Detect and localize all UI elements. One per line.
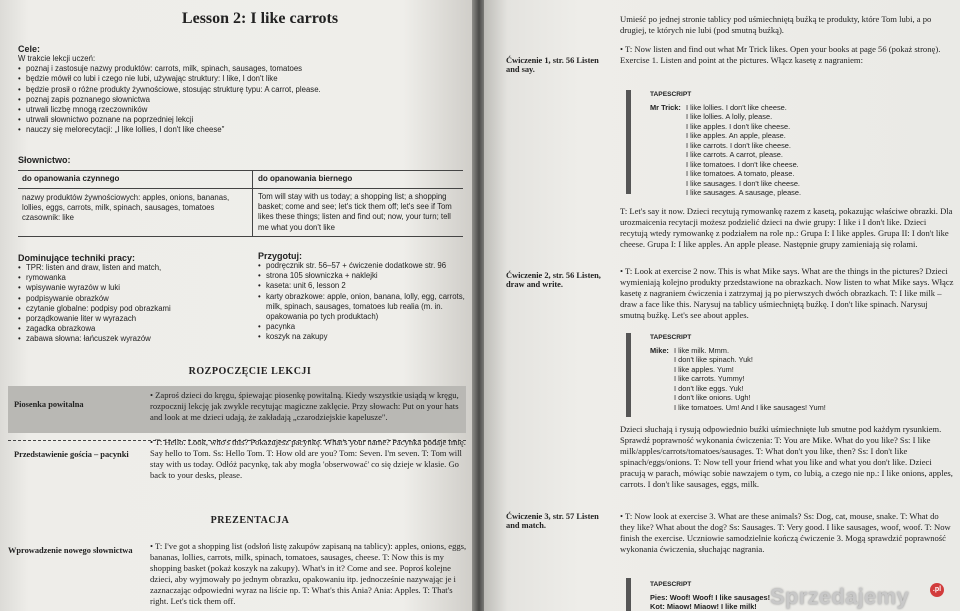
technique-item: • rymowanka [18,273,243,283]
tapescript1 [650,90,950,198]
goal-item: • nauczy się melorecytacji: „I like lollies, I don't like cheese" [18,125,348,135]
tapescript2 [650,333,950,412]
tapescript-line: I like carrots. I don't like cheese. [686,140,791,150]
song-row-text: • Zaproś dzieci do kręgu, śpiewając piosenkę powitalną. Kiedy wszystkie usiądą w kręgu, rozpocznij lekcję jak zwykle recytując magiczne zaklęcie. Przy słowach: Put on your hats and look at me dzieci udają, że zakładają „czarodziejskie kapelusze". [150,390,459,422]
song-row-label: Piosenka powitalna [14,400,84,409]
tapescript1-lines [650,103,950,198]
tapescript3-heading: TAPESCRIPT [650,581,692,588]
techniques-block [18,253,243,345]
watermark-tld-badge: .pl [930,583,944,597]
vocab-col-passive: do opanowania biernego [258,174,353,183]
tapescript-line: I like sausages. I don't like cheese. [686,178,800,188]
goals-heading: Cele: [18,44,41,54]
board-intro-text: Umieść po jednej stronie tablicy pod uśmiechniętą buźką te produkty, które Tom lubi, a po drugiej, te których nie lubi (pod smutną buźką). [620,14,932,35]
goal-item: • utrwali liczbę mnogą rzeczowników [18,105,348,115]
prepare-item: • pacynka [258,322,466,332]
prepare-item: • karty obrazkowe: apple, onion, banana, lolly, egg, carrots, milk, spinach, sausages, tomatoes lub realia (m. in. opakowania po tych produktach) [258,292,466,323]
tapescript-line: I like lollies. A lolly, please. [686,112,773,121]
tapescript-line: I like milk. Mmm. [674,345,730,355]
vocab-active-text: nazwy produktów żywnościowych: apples, onions, bananas, lollies, eggs, carrots, milk, spinach, sausages, tomatoes czasownik: like [22,193,230,223]
technique-item: • porządkowanie liter w wyrazach [18,314,243,324]
vocab-col-active: do opanowania czynnego [22,174,120,183]
ex2-text: • T: Look at exercise 2 now. This is what Mike says. What are the things in the pictures? Dzieci wymieniają kolejno produkty przedstawione na obrazkach. Now listen to what Mike says. Włącz kasetę z nagraniem ćwiczenia i zatrzymaj ją po pierwszych dwóch obrazkach. T: I like milk – draw a face like this. Narysuj na tablicy uśmiechniętą buźkę. I don't like spinach. Narysuj smutną buźkę. Let's see about apples. [620,266,954,320]
goals-list [18,64,348,135]
tapescript1-heading: TAPESCRIPT [650,91,692,98]
goal-item: • poznaj zapis poznanego słownictwa [18,95,348,105]
vocab-intro-row-text: • T: I've got a shopping list (odsłoń listę zakupów zapisaną na tablicy): apples, onions, eggs, bananas, lollies, carrots, milk, spinach, tomatoes, sausages, cheese. T: Now this is my shopping basket (pokaż koszyk na zakupy). What's in it? Come and see. Poproś kolejne dzieci, aby wyjmowały po jednym obrazku, opakowaniu itp. jednocześnie nazywając je i zaznaczając odpowiedni wyraz na liście np. T: What's this Ania? Ania: Apples. T: That's right. Let's tick them off. [150,541,467,606]
after-ex2-text: Dzieci słuchają i rysują odpowiednio buźki uśmiechnięte lub smutne pod każdym rysunkiem. Sprawdź poprawność wykonania ćwiczenia: T: You are Mike. What do you like? Ss: I like milk/apples/carrots/tomatoes/sausages. T: What don't you like, then? Ss: I don't like spinach/eggs/onions. T: Now tell your friend what you like and what you don't like. Dzieci pracują w parach, mówiąc sobie nawzajem o tym, co lubią, a czego nie np.: I like onions, apples, carrots. I don't like sausages, eggs, milk. [620,424,953,489]
prepare-block [258,251,466,343]
tapescript-line: I like carrots. A carrot, please. [686,150,783,159]
table-header-rule [18,188,463,189]
table-top-rule [18,170,463,171]
tapescript-line: I like apples. I don't like cheese. [686,121,791,131]
table-col-divider [252,170,253,236]
ex2-label: Ćwiczenie 2, str. 56 Listen, draw and write. [506,271,601,289]
vocab-heading: Słownictwo: [18,155,71,165]
tapescript2-speaker: Mike: [650,345,669,355]
technique-item: • czytanie globalne: podpisy pod obrazkami [18,304,243,314]
tapescript2-heading: TAPESCRIPT [650,334,692,341]
technique-item: • zabawa słowna: łańcuszek wyrazów [18,334,243,344]
tapescript2-bar [626,333,631,417]
lesson-title: Lesson 2: I like carrots [181,10,339,27]
tapescript3-bar [626,578,631,611]
tapescript-line: Kot: Miaow! Miaow! I like milk! [650,602,757,611]
watermark-logo: Sprzedajemy [770,584,910,609]
tapescript-line: I like sausages. A sausage, please. [686,188,802,197]
ex3-text: • T: Now look at exercise 3. What are these animals? Ss: Dog, cat, mouse, snake. T: What do they like? What about the dog? Ss: Sausages. T: Very good. I like sausages, woof, woof. T: Now finish the exercise. Uczniowie samodzielnie kończą ćwiczenie 3. Mogą sprawdzić poprawność wykonania ćwiczenia, słuchając nagrania. [620,511,951,554]
vocab-intro-row-label: Wprowadzenie nowego słownictwa [8,546,133,555]
tapescript-line: I like apples. An apple, please. [686,131,786,140]
tapescript1-body [650,103,950,198]
tapescript-line: I don't like onions. Ugh! [674,393,751,402]
tapescript-line: I don't like eggs. Yuk! [674,383,744,393]
prepare-item: • koszyk na zakupy [258,332,466,342]
vocab-passive-text: Tom will stay with us today; a shopping list; a shopping basket; come and see; let's tick them off; let's see if Tom likes these things; listen and find out; now, your turn; tell me what you don't like [258,192,452,232]
tapescript-line: I don't like spinach. Yuk! [674,355,753,364]
prepare-list [258,261,466,343]
prepare-heading: Przygotuj: [258,251,302,261]
guest-row-label: Przedstawienie gościa – pacynki [14,450,129,459]
ex1-text: • T: Now listen and find out what Mr Trick likes. Open your books at page 56 (pokaż stronę). Exercise 1. Listen and point at the pictures. Włącz kasetę z nagraniem: [620,44,941,65]
table-bottom-rule [18,236,463,237]
tapescript-line: I like apples. Yum! [674,364,734,374]
tapescript1-speaker: Mr Trick: [650,102,681,112]
tapescript-line: I like tomatoes. Um! And I like sausages! Yum! [674,402,826,412]
guest-row-text: • T: Hello. Look, who's this? Pokazujesz pacynkę. What's your name? Pacynka podaje imię. Say hello to Tom. Ss: Hello Tom. T: How old are you? Tom: Seven. I'm seven. T: Tom will stay with us today. Odłóż pacynkę, tak aby mogła 'obserwować' co się dzieje w klasie. Go back to your desks, please. [150,437,466,480]
goal-item: • będzie mówił co lubi i czego nie lubi, używając struktury: I like, I don't like [18,74,348,84]
tapescript-line: I like lollies. I don't like cheese. [686,102,787,112]
tapescript-line: I like carrots. Yummy! [674,374,745,383]
prepare-item: • kaseta: unit 6, lesson 2 [258,281,466,291]
goal-item: • utrwali słownictwo poznane na poprzedniej lekcji [18,115,348,125]
tapescript2-body [650,346,950,413]
right-page [484,0,960,611]
prepare-item: • podręcznik str. 56–57 + ćwiczenie dodatkowe str. 96 [258,261,466,271]
tapescript1-bar [626,90,631,194]
left-page [0,0,474,611]
ex1-label: Ćwiczenie 1, str. 56 Listen and say. [506,56,599,74]
goals-intro: W trakcie lekcji uczeń: [18,54,96,63]
tapescript-line: I like tomatoes. I don't like cheese. [686,159,799,169]
goals-block [18,44,348,136]
technique-item: • TPR: listen and draw, listen and match, [18,263,243,273]
technique-item: • wpisywanie wyrazów w luki [18,283,243,293]
section-present-heading: PREZENTACJA [210,515,290,526]
techniques-heading: Dominujące techniki pracy: [18,253,136,263]
section-start-heading: ROZPOCZĘCIE LEKCJI [188,366,312,377]
technique-item: • zagadka obrazkowa [18,324,243,334]
tapescript-line: I like tomatoes. A tomato, please. [686,169,795,178]
tapescript2-lines [650,346,950,413]
goal-item: • będzie prosił o różne produkty żywnościowe, stosując strukturę typu: A carrot, please. [18,85,348,95]
goal-item: • poznaj i zastosuje nazwy produktów: carrots, milk, spinach, sausages, tomatoes [18,64,348,74]
technique-item: • podpisywanie obrazków [18,294,243,304]
tapescript-line: Pies: Woof! Woof! I like sausages! [650,592,771,602]
prepare-item: • strona 105 słowniczka + naklejki [258,271,466,281]
ex3-label: Ćwiczenie 3, str. 57 Listen and match. [506,512,599,530]
techniques-list [18,263,243,345]
chant-text: T: Let's say it now. Dzieci recytują rymowankę razem z kasetą, pokazując właściwe obrazki. Dla urozmaicenia recytacji możesz podzielić dzieci na dwie grupy: I like i I don't like. Dzieci recytują wtedy rymowankę z podziałem na role np.: Grupa I: I like apples. Grupa II: I don't like cheese. Grupa I: I like apples. An apple please. Następnie grupy zamieniają się rolami. [620,206,953,249]
